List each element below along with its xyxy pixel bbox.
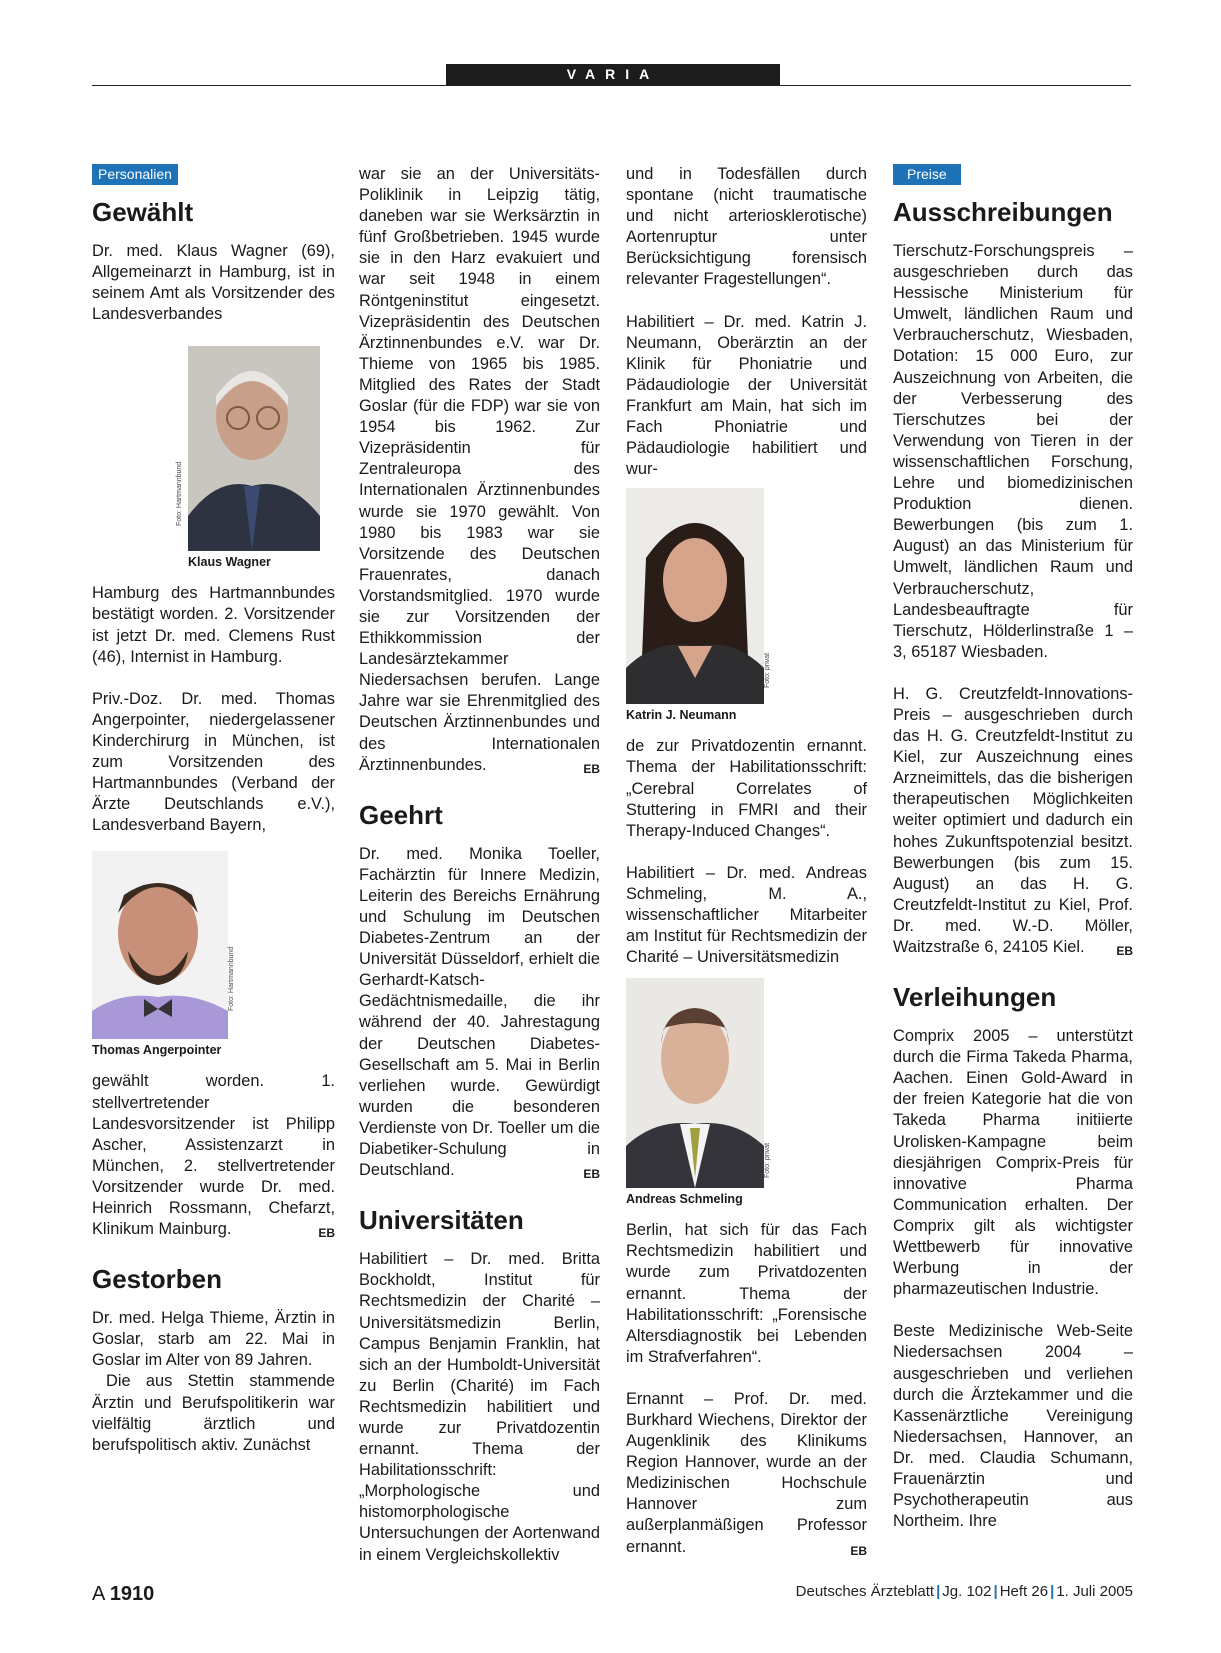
paragraph: Habilitiert – Dr. med. Britta Bockholdt, Institut für Rechtsmedizin der Charité – Universitätsmedizin Berlin, Campus Benjamin Franklin, hat sich an der Humboldt-Universität zu Berlin (Charité) im Fach Rechtsmedizin habilitiert und wurde zur Privatdozentin ernannt. Thema der Habilitationsschrift: „Morphologische und histomorphologische Untersuchungen der Aortenwand in einem Vergleichskollektiv (359, 1250, 600, 1564)
paragraph: Beste Medizinische Web-Seite Niedersachsen 2004 – ausgeschrieben und verliehen durch die Ärztekammer und die Kassenärztliche Vereinigung Niedersachsen, Hannover, an Dr. med. Claudia Schumann, Frauenärztin und Psychotherapeutin aus Northeim. Ihre (893, 1322, 1133, 1531)
photo-caption: Thomas Angerpointer (92, 1043, 222, 1058)
paragraph: Tierschutz-Forschungspreis – ausgeschrieben durch das Hessische Ministerium für Umwelt, ländlichen Raum und Verbraucherschutz, Wiesbaden, Dotation: 15 000 Euro, zur Auszeichnung von Arbeiten, die der Verbesserung des Tierschutzes bei der Verwendung von Tieren in der wissenschaftlichen Forschung, Lehre und biomedizinischen Produktion dienen. Bewerbungen (bis zum 1. August) an das Ministerium für Umwelt, ländlichen Raum und Verbraucherschutz, Landesbeauftragte für Tierschutz, Hölderlinstraße 1 – 3, 65187 Wiesbaden. (893, 242, 1133, 661)
heading-gestorben: Gestorben (92, 1264, 223, 1295)
photo-caption: Andreas Schmeling (626, 1192, 743, 1207)
journal-volume: Jg. 102 (942, 1583, 992, 1600)
column-1 (92, 164, 335, 1456)
portrait-image (626, 978, 764, 1188)
photo-caption: Katrin J. Neumann (626, 708, 737, 723)
author-initials: EB (318, 1226, 335, 1241)
divider: | (993, 1583, 998, 1600)
photo-thomas-angerpointer (92, 851, 235, 1058)
category-tag-preise: Preise (893, 164, 961, 185)
divider: | (936, 1583, 941, 1600)
paragraph: Ernannt – Prof. Dr. med. Burkhard Wiechens, Direktor der Augenklinik des Klinikums Region Hannover, wurde an der Medizinischen Hochschule Hannover zum außerplanmäßigen Professor ernannt. EB (626, 1389, 867, 1558)
paragraph: Dr. med. Monika Toeller, Fachärztin für Innere Medizin, Leiterin des Bereichs Ernährung und Schulung im Deutschen Diabetes-Zentrum an der Universität Düsseldorf, erhielt die Gerhardt-Katsch-Gedächtnismedaille, die ihr während der 40. Jahrestagung der Deutschen Diabetes-Gesellschaft am 5. Mai in Berlin verliehen wurde. Gewürdigt wurden die besonderen Verdienste von Dr. Toeller um die Diabetiker-Schulung in Deutschland. EB (359, 844, 600, 1182)
paragraph: und in Todesfällen durch spontane (nicht traumatische und nicht arteriosklerotische) Aortenruptur unter Berücksichtigung forensisch relevanter Fragestellungen“. (626, 165, 867, 289)
photo-caption: Klaus Wagner (188, 555, 271, 570)
paragraph: war sie an der Universitäts-Poliklinik in Leipzig tätig, daneben war sie Werksärztin in fünf Großbetrieben. 1945 wurde sie in den Harz evakuiert und war seit 1948 in einem Röntgeninstitut eingesetzt. Vizepräsidentin des Deutschen Ärztinnenbundes e.V. war Dr. Thieme von 1965 bis 1985. Mitglied des Rates der Stadt Goslar (für die FDP) war sie von 1954 bis 1962. Zur Vizepräsidentin für Zentraleuropa des Internationalen Ärztinnenbundes wurde sie 1970 gewählt. Von 1980 bis 1983 war sie Vorsitzende des Deutschen Frauenrates, danach Vorstandsmitglied. 1970 wurde sie zur Vorsitzenden der Ethikkommission der Landesärztekammer Niedersachsen berufen. Lange Jahre war sie Ehrenmitglied des Deutschen Ärztinnenbundes und des Internationalen Ärztinnenbundes. EB (359, 164, 600, 776)
heading-geehrt: Geehrt (359, 799, 443, 830)
journal-info (796, 1583, 1133, 1600)
header-rule (92, 85, 1131, 86)
photo-credit: Foto: privat (764, 1143, 771, 1179)
page-number: A 1910 (92, 1583, 155, 1605)
paragraph: Hamburg des Hartmannbundes bestätigt worden. 2. Vorsitzender ist jetzt Dr. med. Clemens Rust (46), Internist in Hamburg. (92, 584, 335, 666)
author-initials: EB (583, 1167, 600, 1182)
heading-verleihungen: Verleihungen (893, 982, 1057, 1013)
author-initials: EB (850, 1543, 867, 1558)
column-2 (359, 164, 600, 1587)
category-tag-personalien: Personalien (92, 164, 178, 185)
column-4 (893, 164, 1133, 1553)
portrait-image (626, 488, 764, 704)
photo-credit: Foto: Hartmannbund (176, 462, 183, 527)
column-3 (626, 164, 867, 1579)
journal-issue: Heft 26 (999, 1583, 1049, 1600)
author-initials: EB (1116, 944, 1133, 958)
author-initials: EB (583, 761, 600, 776)
paragraph: Die aus Stettin stammende Ärztin und Berufspolitikerin war vielfältig ärztlich und berufspolitisch aktiv. Zunächst (92, 1372, 335, 1454)
paragraph: Berlin, hat sich für das Fach Rechtsmedizin habilitiert und wurde zum Privatdozenten ernannt. Thema der Habilitationsschrift: „Forensische Altersdiagnostik bei Lebenden im Strafverfahren“. (626, 1221, 867, 1366)
heading-ausschreibungen: Ausschreibungen (893, 197, 1113, 227)
paragraph: Comprix 2005 – unterstützt durch die Firma Takeda Pharma, Aachen. Einen Gold-Award in der freien Kategorie hat die von Takeda Pharma initiierte Urolisken-Kampagne beim diesjährigen Comprix-Preis für innovative Pharma Communication erhalten. Der Comprix gilt als wichtigster Wettbewerb für innovative Werbung in der pharmazeutischen Industrie. (893, 1027, 1133, 1299)
paragraph: de zur Privatdozentin ernannt. Thema der Habilitationsschrift: „Cerebral Correlates of Stuttering in FMRI and their Therapy-Induced Changes“. (626, 737, 867, 840)
photo-andreas-schmeling (626, 978, 771, 1207)
divider: | (1050, 1583, 1055, 1600)
paragraph: Dr. med. Klaus Wagner (69), Allgemeinarzt in Hamburg, ist in seinem Amt als Vorsitzender des Landesverbandes (92, 242, 335, 324)
portrait-image (92, 851, 228, 1039)
photo-katrin-neumann (626, 488, 771, 723)
photo-credit: Foto: privat (764, 653, 771, 689)
journal-name: Deutsches Ärzteblatt (795, 1583, 935, 1600)
paragraph: gewählt worden. 1. stellvertretender Landesvorsitzender ist Philipp Ascher, Assistenzarzt in München, 2. stellvertretender Vorsitzender wurde Dr. med. Heinrich Rossmann, Chefarzt, Klinikum Mainburg. EB (92, 1071, 335, 1240)
paragraph: Priv.-Doz. Dr. med. Thomas Angerpointer, niedergelassener Kinderchirurg in München, ist zum Vorsitzenden des Hartmannbundes (Verband der Ärzte Deutschlands e.V.), Landesverband Bayern, (92, 689, 335, 835)
photo-klaus-wagner (176, 346, 320, 570)
heading-universitaeten: Universitäten (359, 1205, 524, 1236)
paragraph: H. G. Creutzfeldt-Innovations-Preis – ausgeschrieben durch das H. G. Creutzfeldt-Institut zu Kiel, zur Auszeichnung eines Arzneimittels, das die bisherigen therapeutischen Möglichkeiten weiter optimiert und dadurch ein hohes Zukunftspotenzial besitzt. Bewerbungen (bis zum 15. August) an das H. G. Creutzfeldt-Institut zu Kiel, Prof. Dr. med. W.-D. Möller, Waitzstraße 6, 24105 Kiel. EB (893, 684, 1133, 958)
section-header: VARIA (446, 64, 780, 85)
journal-date: 1. Juli 2005 (1056, 1583, 1133, 1600)
paragraph: Habilitiert – Dr. med. Katrin J. Neumann, Oberärztin an der Klinik für Phoniatrie und Pädaudiologie der Universität Frankfurt am Main, hat sich im Fach Phoniatrie und Pädaudiologie habilitiert und wur- (626, 312, 867, 479)
paragraph: Dr. med. Helga Thieme, Ärztin in Goslar, starb am 22. Mai in Goslar im Alter von 89 Jahren. (92, 1309, 335, 1370)
paragraph: Habilitiert – Dr. med. Andreas Schmeling, M. A., wissenschaftlicher Mitarbeiter am Institut für Rechtsmedizin der Charité – Universitätsmedizin (626, 863, 867, 967)
heading-gewaehlt: Gewählt (92, 197, 194, 227)
photo-credit: Foto: Hartmannbund (228, 947, 235, 1012)
portrait-image (188, 346, 320, 551)
